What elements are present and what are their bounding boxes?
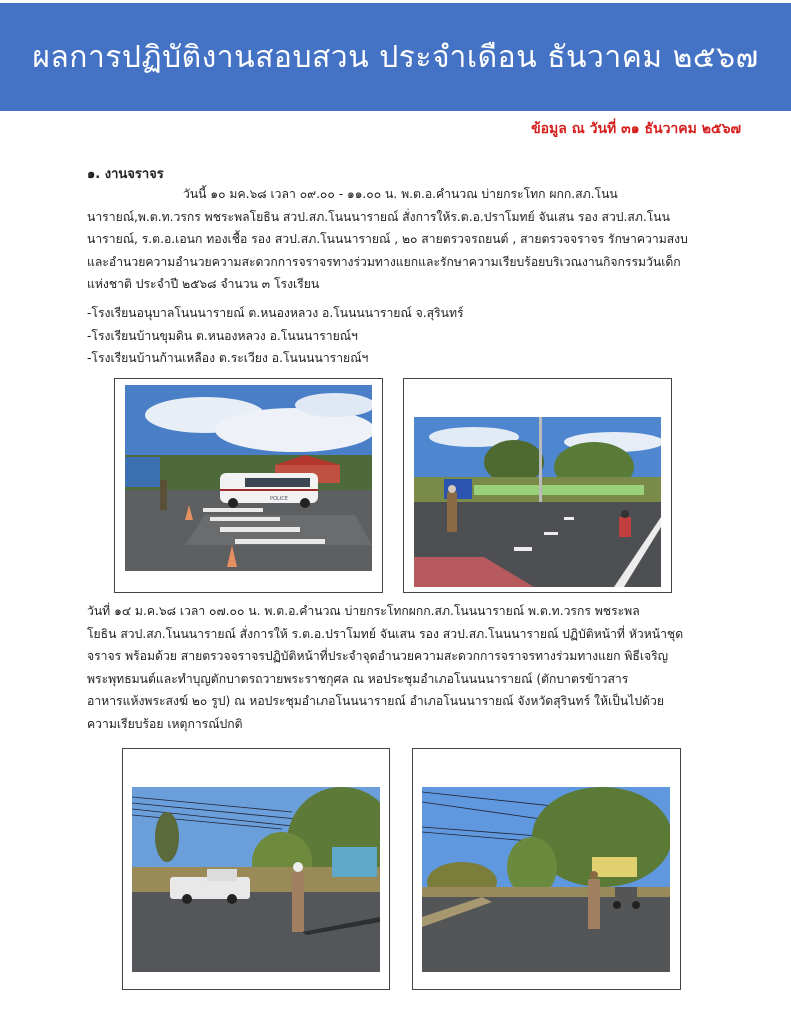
paragraph-line: อาหารแห้งพระสงฆ์ ๒๐ รูป) ณ หอประชุมอำเภอโนนนารายณ์ อำเภอโนนนารายณ์ จังหวัดสุรินทร์ ให้เป็นไปด้วย bbox=[87, 694, 664, 708]
photo-police-van-crosswalk bbox=[114, 378, 383, 593]
paragraph-line: วันที่ ๑๔ ม.ค.๖๘ เวลา ๐๗.๐๐ น. พ.ต.อ.คำนวณ บ่ายกระโทกผกก.สภ.โนนนารายณ์ พ.ต.ท.วรกร พชระพล bbox=[87, 604, 640, 618]
paragraph-line: โยธิน สวป.สภ.โนนนารายณ์ สั่งการให้ ร.ต.อ.ปราโมทย์ จันเสน รอง สวป.สภ.โนนนารายณ์ ปฏิบัติหน้าที่ หัวหน้าชุด bbox=[87, 626, 684, 641]
paragraph-line: วันนี้ ๑๐ มค.๖๘ เวลา ๐๙.๐๐ - ๑๑.๐๐ น. พ.ต.อ.คำนวณ บ่ายกระโทก ผกก.สภ.โนน bbox=[183, 187, 618, 201]
photo-officer-motorcycle bbox=[403, 378, 672, 593]
paragraph-line: พระพุทธมนต์และทำบุญตักบาตรถวายพระราชกุศล ณ หอประชุมอำเภอโนนนนารายณ์ (ตักบาตรข้าวสาร bbox=[87, 671, 629, 686]
page-title: ผลการปฏิบัติงานสอบสวน ประจำเดือน ธันวาคม ๒๕๖๗ bbox=[32, 39, 759, 75]
paragraph-line: ความเรียบร้อย เหตุการณ์ปกติ bbox=[87, 716, 243, 731]
as-of-date: ข้อมูล ณ วันที่ ๓๑ ธันวาคม ๒๕๖๗ bbox=[531, 121, 741, 137]
list-item: -โรงเรียนบ้านก้านเหลือง ต.ระเวียง อ.โนนนนารายณ์ฯ bbox=[87, 351, 369, 365]
section-heading: ๑. งานจราจร bbox=[87, 167, 164, 182]
paragraph-line: แห่งชาติ ประจำปี ๒๕๖๘ จำนวน ๓ โรงเรียน bbox=[87, 277, 320, 291]
photo-officer-rural-road bbox=[412, 748, 681, 990]
paragraph-line: นารายณ์, ร.ต.อ.เอนก ทองเชื้อ รอง สวป.สภ.โนนนารายณ์ , ๒๐ สายตรวจรถยนต์ , สายตรวจจราจร รักษาความสงบ bbox=[87, 232, 688, 246]
van-label: POLICE bbox=[270, 496, 288, 502]
paragraph-2 bbox=[87, 600, 727, 735]
title-banner bbox=[0, 3, 791, 111]
paragraph-line: และอำนวยความอำนวยความสะดวกการจราจรทางร่วมทางแยกและรักษาความเรียบร้อยบริเวณงานกิจกรรมวันเด็ก bbox=[87, 254, 681, 269]
list-item: -โรงเรียนอนุบาลโนนนารายณ์ ต.หนองหลวง อ.โนนนนารายณ์ จ.สุรินทร์ bbox=[87, 306, 464, 320]
photo-image bbox=[132, 787, 380, 972]
photo-officer-pickup bbox=[122, 748, 390, 990]
photo-image bbox=[414, 417, 661, 587]
paragraph-line: นารายณ์,พ.ต.ท.วรกร พชระพลโยธิน สวป.สภ.โนนนารายณ์ สั่งการให้ร.ต.อ.ปราโมทย์ จันเสน รอง สวป.สภ.โนน bbox=[87, 209, 670, 224]
photo-image bbox=[125, 385, 372, 571]
paragraph-line: จราจร พร้อมด้วย สายตรวจจราจรปฏิบัติหน้าที่ประจำจุดอำนวยความสะดวกการจราจรทางร่วมทางแยก พิธีเจริญ bbox=[87, 649, 669, 663]
paragraph-1 bbox=[87, 183, 727, 296]
list-item: -โรงเรียนบ้านขุมดิน ต.หนองหลวง อ.โนนนารายณ์ฯ bbox=[87, 328, 358, 343]
school-list bbox=[87, 302, 464, 370]
photo-image bbox=[422, 787, 670, 972]
